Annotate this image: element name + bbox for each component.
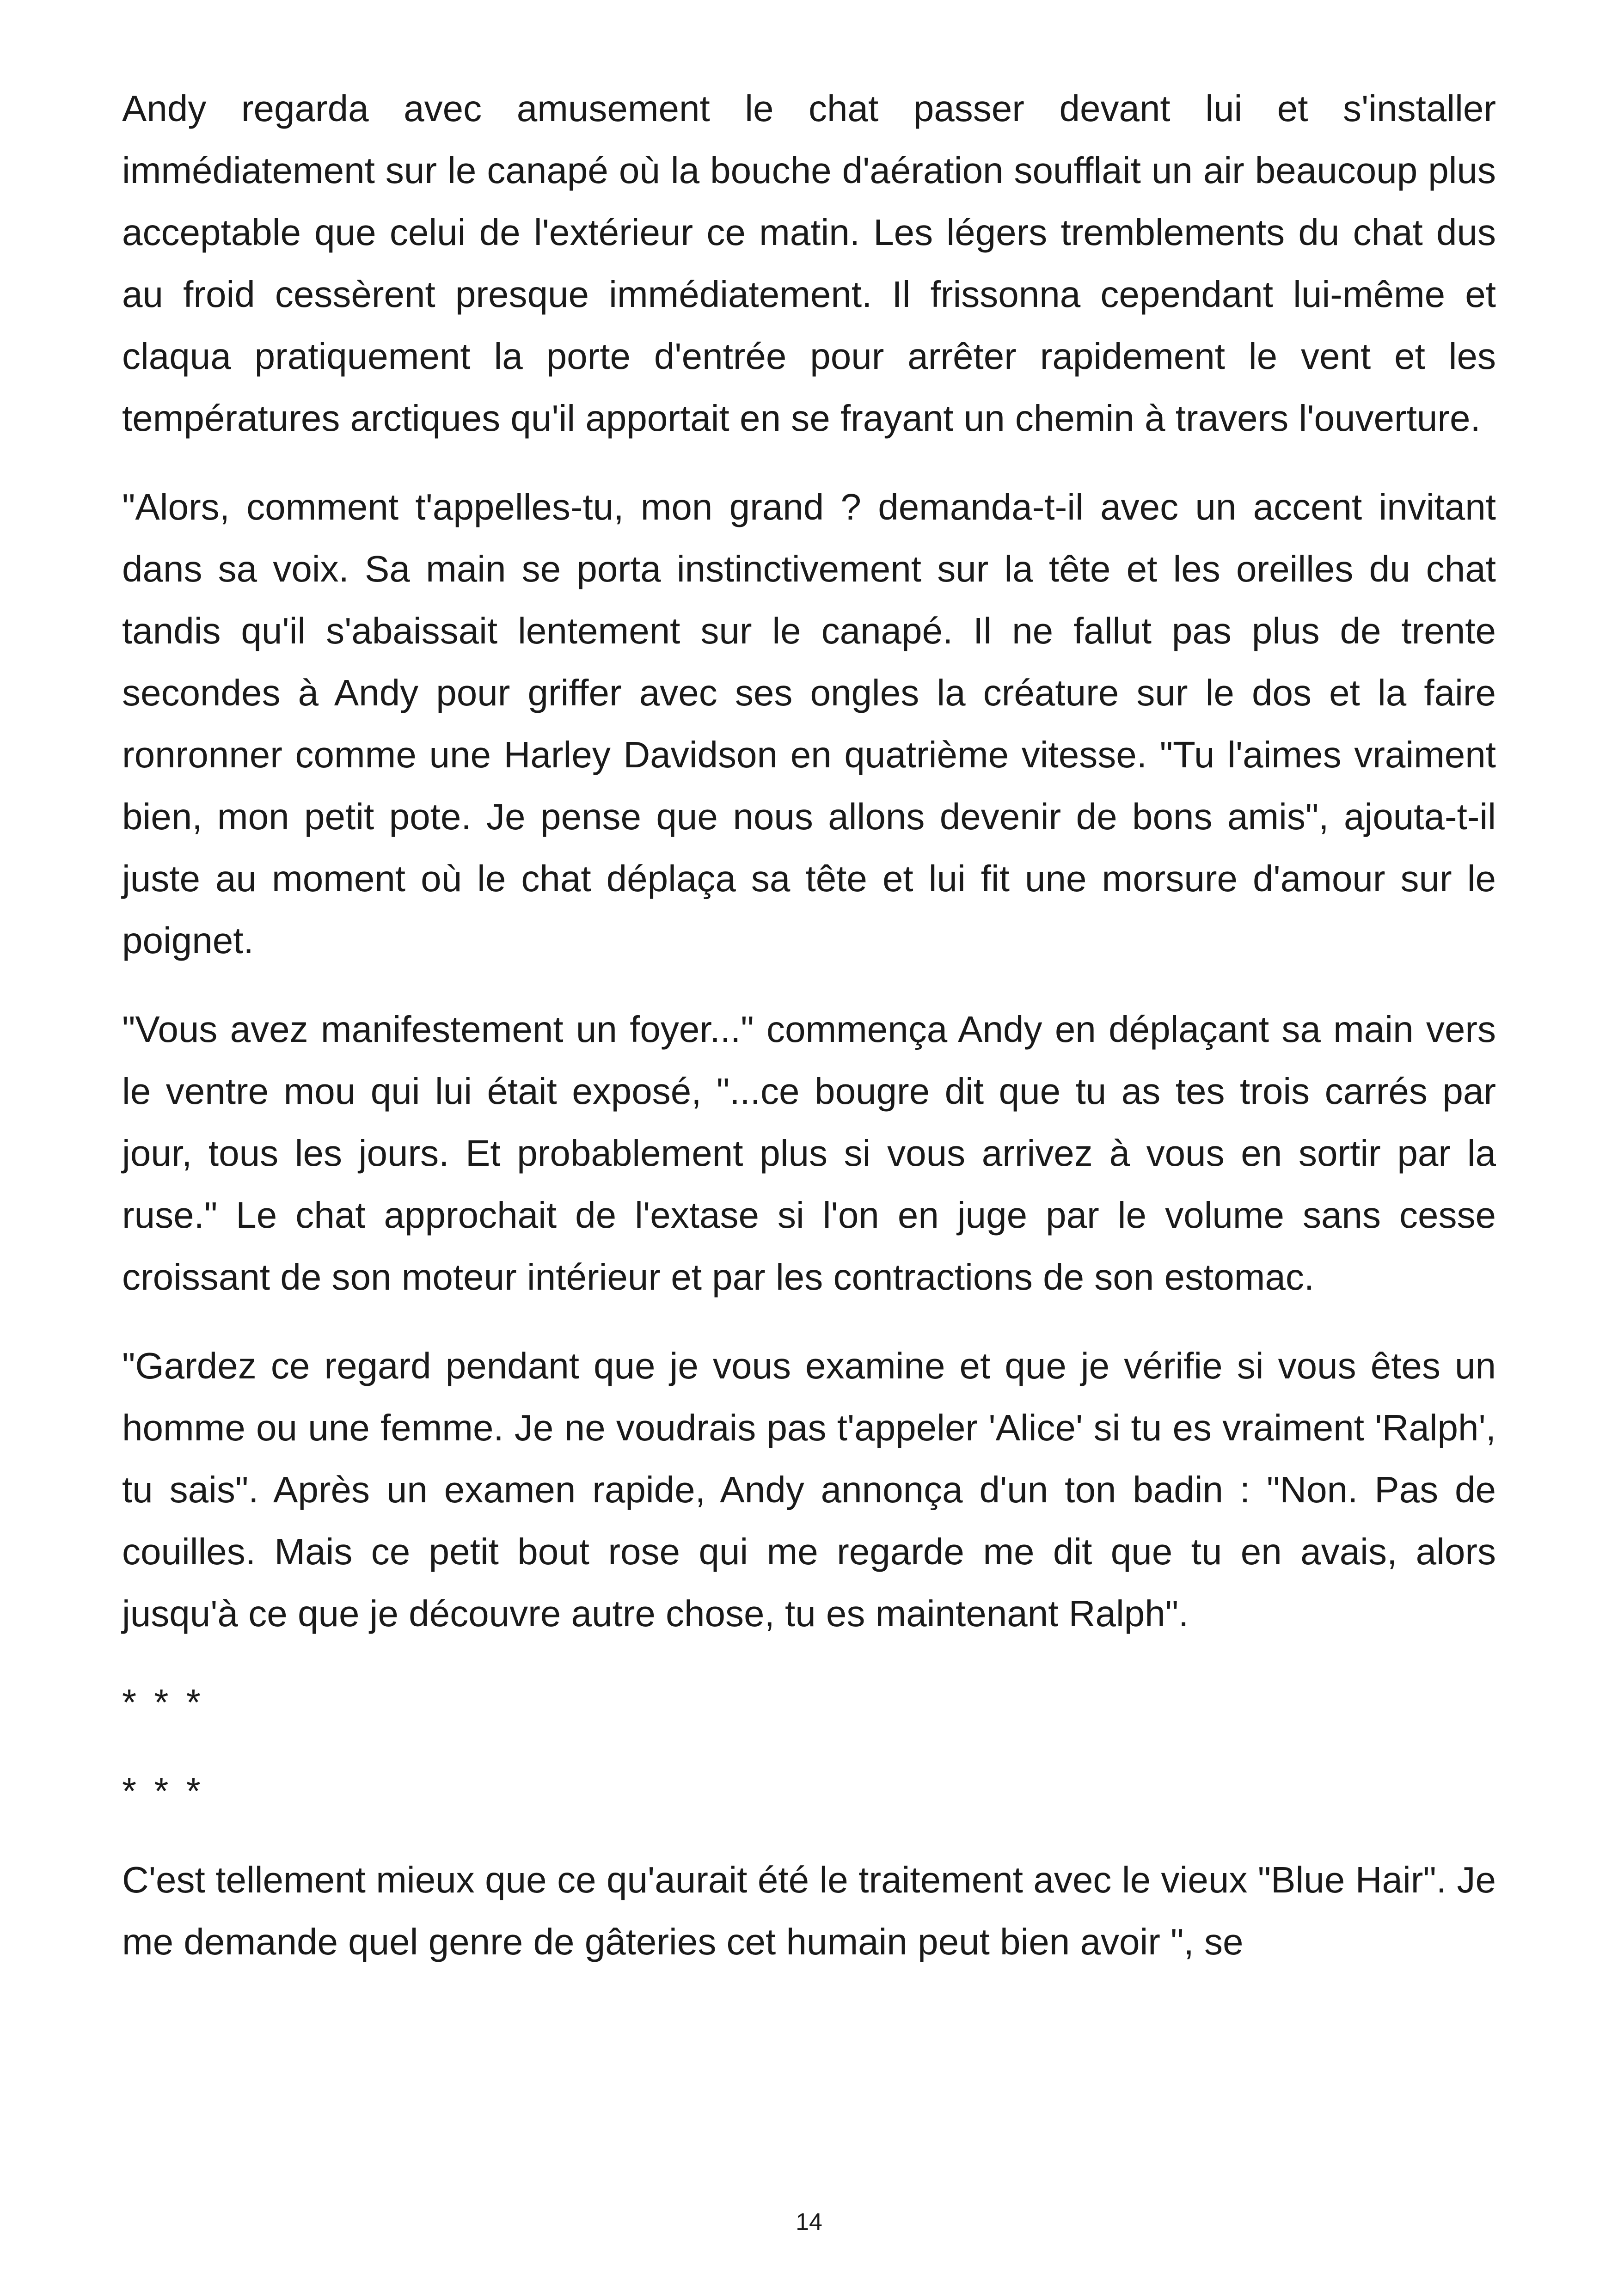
paragraph-2: "Alors, comment t'appelles-tu, mon grand ? demanda-t-il avec un accent invitant dans sa voix. Sa main se porta instinctivement sur la tête et les oreilles du chat tandis qu'il s'abaissait lentement sur le canapé. Il ne fallut pas plus de trente secondes à Andy pour griffer avec ses ongles la créature sur le dos et la faire ronronner comme une Harley Davidson en quatrième vitesse. "Tu l'aimes vraiment bien, mon petit pote. Je pense que nous allons devenir de bons amis", ajouta-t-il juste au moment où le chat déplaça sa tête et lui fit une morsure d'amour sur le poignet. [122,486,1496,961]
paragraph-4: "Gardez ce regard pendant que je vous examine et que je vérifie si vous êtes un homme ou une femme. Je ne voudrais pas t'appeler 'Alice' si tu es vraiment 'Ralph', tu sais". Après un examen rapide, Andy annonça d'un ton badin : "Non. Pas de couilles. Mais ce petit bout rose qui me regarde me dit que tu en avais, alors jusqu'à ce que je découvre autre chose, tu es maintenant Ralph". [122,1345,1496,1634]
page-body [122,78,1496,2000]
paragraph-5: C'est tellement mieux que ce qu'aurait été le traitement avec le vieux "Blue Hair". Je me demande quel genre de gâteries cet humain peut bien avoir ", se [122,1859,1496,1962]
paragraph-3: "Vous avez manifestement un foyer..." commença Andy en déplaçant sa main vers le ventre mou qui lui était exposé, "...ce bougre dit que tu as tes trois carrés par jour, tous les jours. Et probablement plus si vous arrivez à vous en sortir par la ruse." Le chat approchait de l'extase si l'on en juge par le volume sans cesse croissant de son moteur intérieur et par les contractions de son estomac. [122,1009,1496,1298]
scene-separator-2: * * * [122,1770,204,1812]
page-number: 14 [796,2209,822,2235]
scene-separator-1: * * * [122,1682,204,1723]
paragraph-1: Andy regarda avec amusement le chat passer devant lui et s'installer immédiatement sur le canapé où la bouche d'aération soufflait un air beaucoup plus acceptable que celui de l'extérieur ce matin. Les légers tremblements du chat dus au froid cessèrent presque immédiatement. Il frissonna cependant lui-même et claqua pratiquement la porte d'entrée pour arrêter rapidement le vent et les températures arctiques qu'il apportait en se frayant un chemin à travers l'ouverture. [122,88,1496,439]
